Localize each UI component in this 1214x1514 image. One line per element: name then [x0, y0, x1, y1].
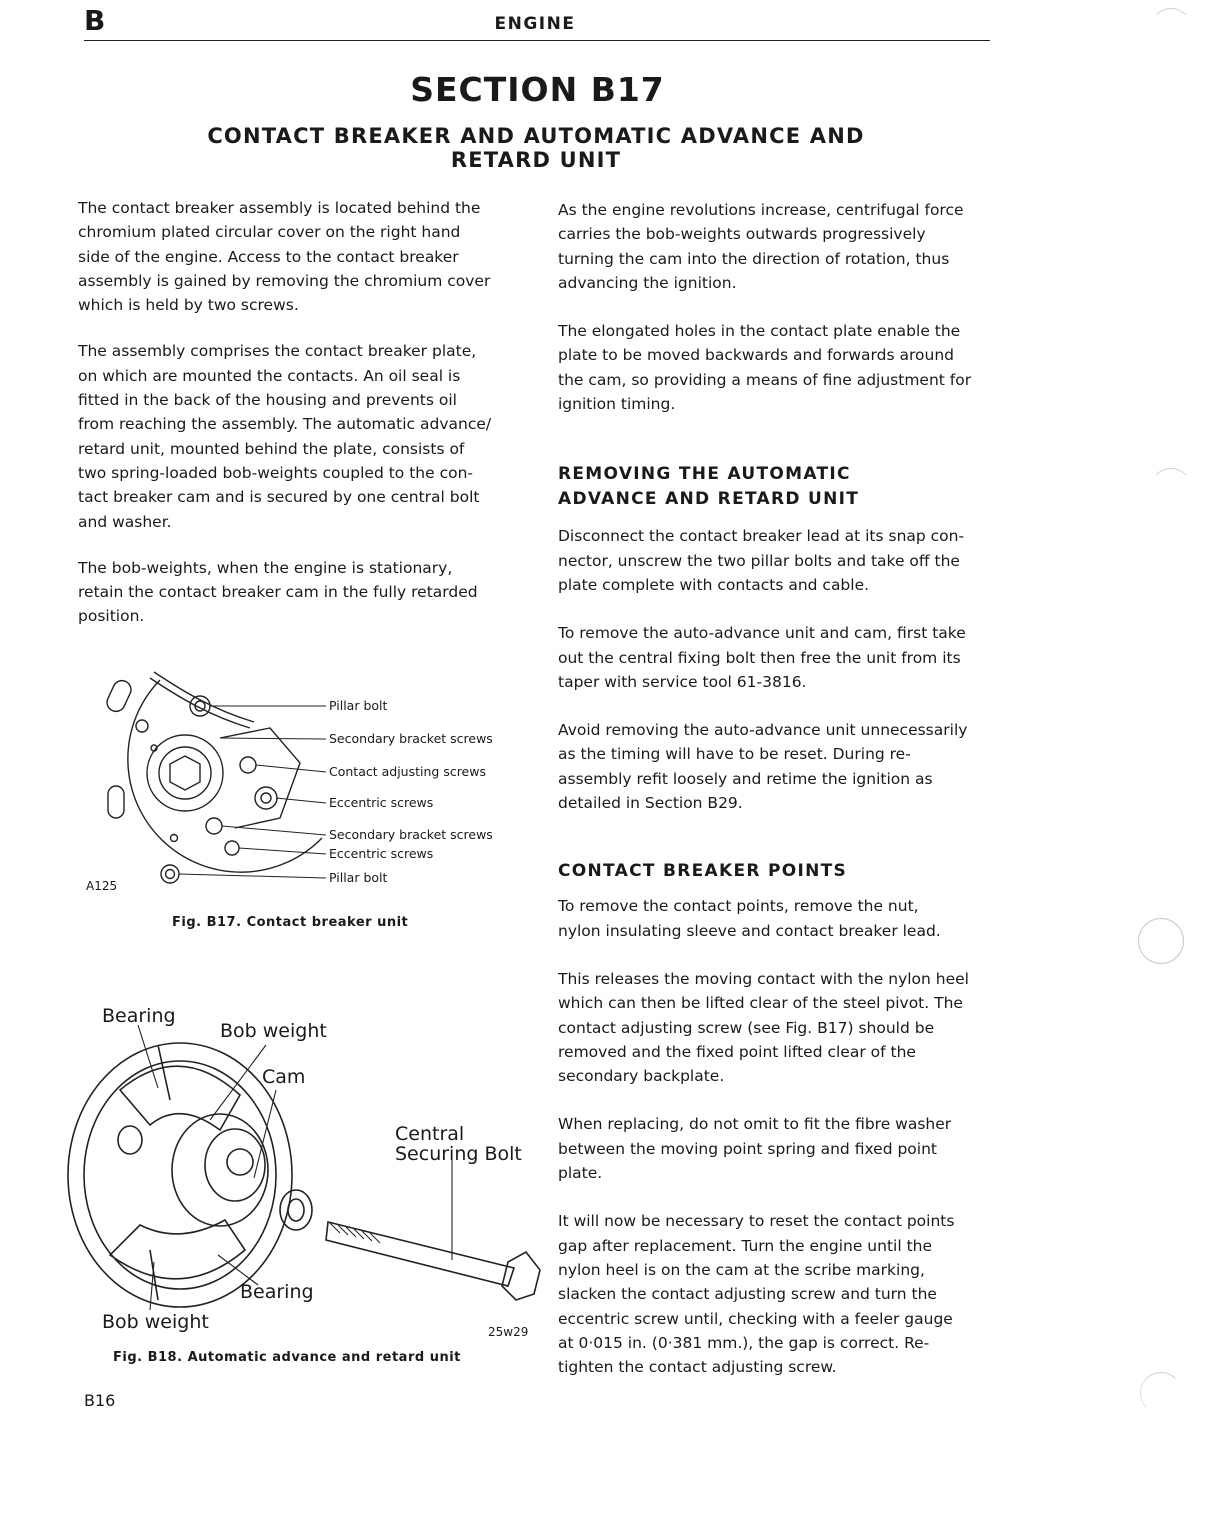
washer-hole [288, 1199, 304, 1221]
text-line: assembly is gained by removing the chromium cover [78, 271, 491, 290]
text-line: To remove the auto-advance unit and cam, first take [558, 624, 966, 643]
paragraph [558, 621, 988, 694]
text-line: which can then be lifted clear of the steel pivot. The [558, 994, 963, 1013]
text-line: To remove the contact points, remove the nut, [558, 897, 919, 916]
text-line: nylon heel is on the cam at the scribe marking, [558, 1260, 925, 1279]
text-line: eccentric screw until, checking with a feeler gauge [558, 1309, 953, 1328]
text-line: retain the contact breaker cam in the fully retarded [78, 583, 478, 602]
paragraph [558, 967, 988, 1088]
advance-retard-figure [40, 1000, 545, 1345]
figure-code: 25w29 [488, 1325, 529, 1339]
text-line: plate complete with contacts and cable. [558, 575, 870, 594]
text-line: plate to be moved backwards and forwards around [558, 346, 954, 365]
slot-hole [108, 786, 124, 818]
fig17-label: Secondary bracket screws [329, 731, 493, 746]
small-hole [136, 720, 148, 732]
small-hole [171, 835, 178, 842]
left-column [78, 196, 510, 629]
section-subtitle-line: RETARD UNIT [450, 148, 622, 172]
text-line: tact breaker cam and is secured by one central bolt [78, 488, 480, 507]
pillar-bolt-bottom [161, 865, 179, 883]
section-subtitle-line: CONTACT BREAKER AND AUTOMATIC ADVANCE AND [207, 124, 865, 148]
slot-hole [104, 678, 134, 715]
paragraph [558, 319, 988, 416]
text-line: slacken the contact adjusting screw and turn the [558, 1285, 937, 1304]
text-line: When replacing, do not omit to fit the fibre washer [558, 1115, 952, 1134]
subsection-heading [558, 462, 988, 512]
pillar-bolt-top [190, 696, 210, 716]
fig17-label: Eccentric screws [329, 795, 434, 810]
fig18-label: Securing Bolt [395, 1143, 522, 1165]
paragraph [78, 339, 510, 533]
fig17-label: Pillar bolt [329, 870, 388, 885]
header-rule [84, 40, 990, 41]
text-line: removed and the fixed point lifted clear of the [558, 1042, 916, 1061]
text-line: nylon insulating sleeve and contact breaker lead. [558, 921, 941, 940]
text-line: side of the engine. Access to the contact breaker [78, 247, 459, 266]
running-header: ENGINE [494, 14, 576, 34]
contact-breaker-figure [70, 668, 530, 908]
text-line: contact adjusting screw (see Fig. B17) should be [558, 1018, 935, 1037]
heading-line: REMOVING THE AUTOMATIC [558, 464, 851, 485]
bob-weight-upper [120, 1066, 240, 1130]
figure-caption: Fig. B17. Contact breaker unit [172, 915, 409, 930]
text-line: plate. [558, 1164, 603, 1183]
paragraph [558, 1209, 988, 1379]
lead-wire [150, 678, 250, 728]
fig17-label: Secondary bracket screws [329, 827, 493, 842]
text-line: assembly refit loosely and retime the ignition as [558, 769, 933, 788]
central-bolt-shank [326, 1222, 514, 1286]
text-line: on which are mounted the contacts. An oil seal is [78, 366, 461, 385]
binder-hole [1138, 918, 1184, 964]
text-line: turning the cam into the direction of rotation, thus [558, 249, 950, 268]
text-line: The contact breaker assembly is located behind the [78, 199, 481, 217]
text-line: from reaching the assembly. The automatic advance/ [78, 415, 492, 434]
eccentric-screw [225, 841, 239, 855]
contact-screw [255, 787, 277, 809]
cam-face [205, 1129, 265, 1201]
fig18-label: Bob weight [102, 1311, 209, 1333]
paragraph [558, 198, 988, 295]
eccentric-screw [206, 818, 222, 834]
text-line: at 0·015 in. (0·381 mm.), the gap is correct. Re- [558, 1333, 930, 1352]
fig18-label: Bearing [102, 1005, 176, 1027]
text-line: taper with service tool 61-3816. [558, 672, 807, 691]
right-column [558, 198, 988, 1379]
figure-caption: Fig. B18. Automatic advance and retard unit [113, 1350, 461, 1365]
bob-weight-lower [110, 1220, 245, 1279]
text-line: The bob-weights, when the engine is stationary, [78, 558, 453, 577]
text-line: Avoid removing the auto-advance unit unnecessarily [558, 721, 968, 740]
text-line: As the engine revolutions increase, centrifugal force [558, 201, 964, 219]
text-line: This releases the moving contact with the nylon heel [558, 969, 969, 988]
hex-bolt [170, 756, 200, 790]
fig17-label: Contact adjusting screws [329, 764, 486, 779]
heading-line: CONTACT BREAKER POINTS [558, 861, 848, 882]
leader-line [179, 874, 326, 878]
text-line: Disconnect the contact breaker lead at its snap con- [558, 527, 965, 546]
leader-line [138, 1025, 158, 1088]
fig18-label: Cam [262, 1066, 306, 1088]
text-line: position. [78, 607, 145, 626]
unit-backplate [68, 1043, 292, 1307]
text-line: The assembly comprises the contact breaker plate, [78, 342, 477, 361]
text-line: chromium plated circular cover on the right hand [78, 223, 461, 242]
text-line: fitted in the back of the housing and prevents oil [78, 391, 457, 410]
section-subtitle [100, 124, 972, 172]
paragraph [558, 894, 988, 943]
text-line: and washer. [78, 512, 172, 531]
spring-upper [158, 1045, 170, 1100]
text-line: carries the bob-weights outwards progressively [558, 225, 926, 244]
pivot-left [118, 1126, 142, 1154]
adjusting-screw [240, 757, 256, 773]
section-letter: B [84, 4, 106, 37]
cam-bore [227, 1149, 253, 1175]
paragraph [558, 1112, 988, 1185]
heading-line: ADVANCE AND RETARD UNIT [558, 489, 860, 510]
fig17-label: Eccentric screws [329, 846, 434, 861]
paragraph [558, 718, 988, 815]
central-bolt-head [502, 1252, 540, 1300]
text-line: out the central fixing bolt then free the unit from its [558, 648, 961, 667]
text-line: as the timing will have to be reset. During re- [558, 745, 911, 764]
contact-plate [220, 728, 300, 828]
fig18-label: Bob weight [220, 1020, 327, 1042]
leader-line [222, 826, 326, 835]
page-number: B16 [84, 1391, 116, 1410]
leader-line [256, 765, 326, 772]
text-line: retard unit, mounted behind the plate, consists of [78, 439, 465, 458]
text-line: The elongated holes in the contact plate enable the [558, 322, 961, 341]
text-line: two spring-loaded bob-weights coupled to the con- [78, 463, 474, 482]
leader-line [276, 798, 326, 803]
binder-mark [1140, 1372, 1182, 1414]
fig18-label: Central [395, 1123, 465, 1145]
leader-line [220, 738, 326, 739]
binder-mark [1150, 468, 1192, 510]
text-line: ignition timing. [558, 395, 676, 414]
cam-ring [159, 747, 211, 799]
washer [280, 1190, 312, 1230]
figure-id: A125 [86, 879, 118, 893]
pillar-bolt-bottom-inner [166, 870, 175, 879]
text-line: It will now be necessary to reset the contact points [558, 1212, 955, 1231]
paragraph [558, 524, 988, 597]
fig17-label: Pillar bolt [329, 698, 388, 713]
section-title: SECTION B17 [410, 70, 665, 109]
text-line: which is held by two screws. [78, 296, 299, 315]
text-line: advancing the ignition. [558, 273, 737, 292]
backplate-outline [128, 680, 322, 872]
fig18-label: Bearing [240, 1281, 314, 1303]
text-line: nector, unscrew the two pillar bolts and take off the [558, 551, 960, 570]
paragraph [78, 196, 510, 317]
text-line: the cam, so providing a means of fine adjustment for [558, 370, 972, 389]
text-line: tighten the contact adjusting screw. [558, 1358, 837, 1377]
paragraph [78, 556, 510, 629]
text-line: detailed in Section B29. [558, 794, 743, 813]
contact-screw-inner [261, 793, 271, 803]
binder-mark [1150, 8, 1192, 50]
text-line: secondary backplate. [558, 1067, 725, 1086]
text-line: gap after replacement. Turn the engine until the [558, 1236, 933, 1255]
subsection-heading [558, 859, 988, 884]
unit-inner-rim [84, 1061, 276, 1289]
leader-line [239, 848, 326, 854]
text-line: between the moving point spring and fixed point [558, 1139, 937, 1158]
